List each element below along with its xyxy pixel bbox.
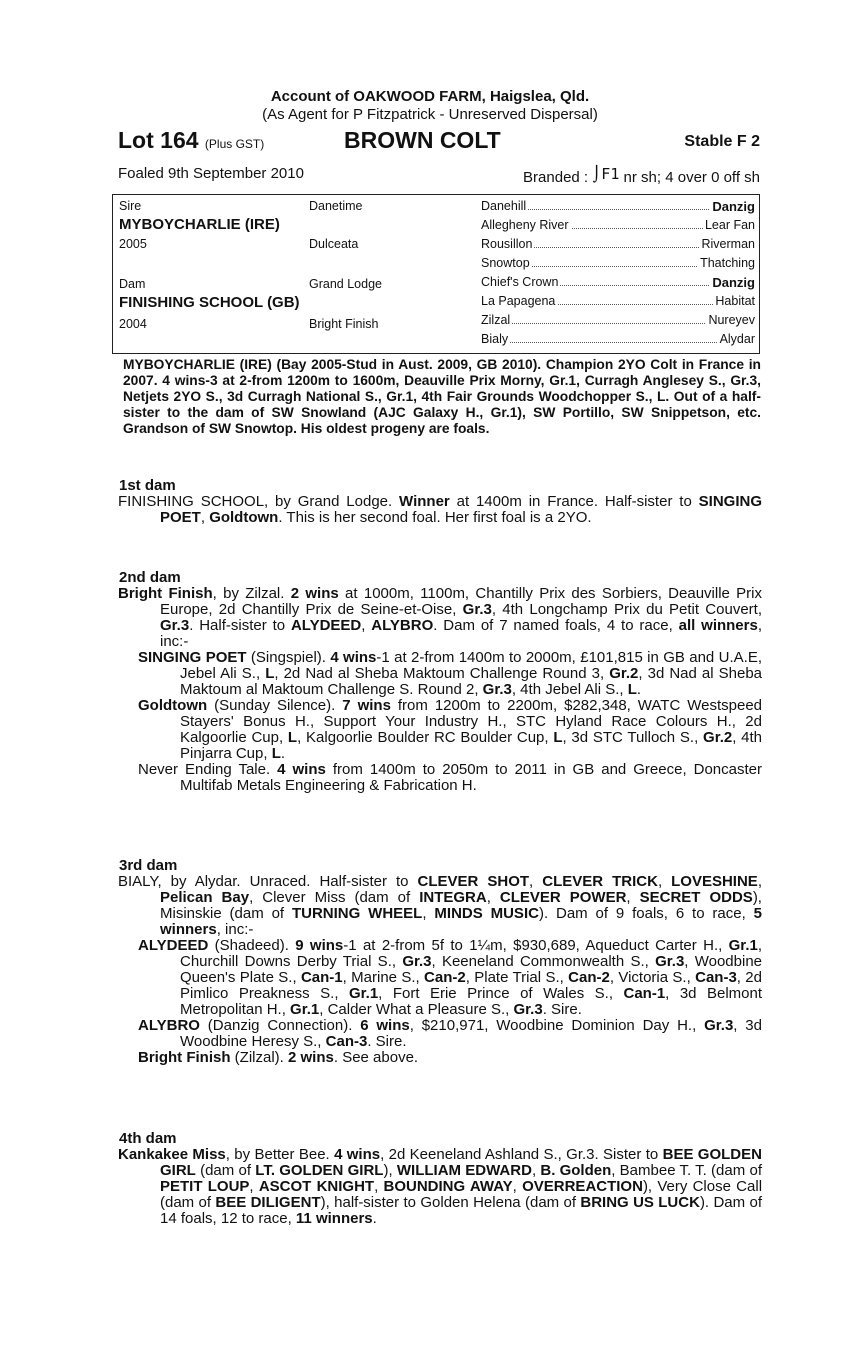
dam-label: Dam — [119, 277, 146, 291]
ancestor-name: Zilzal — [481, 313, 511, 327]
pedigree-table — [112, 194, 760, 354]
sire-name: MYBOYCHARLIE (IRE) — [119, 216, 280, 233]
dam-sire: Grand Lodge — [309, 277, 382, 291]
pedigree-ancestor-row — [481, 237, 755, 254]
first-dam-text: FINISHING SCHOOL, by Grand Lodge. Winner at 1400m in France. Half-sister to SINGING POET, Goldtown. This is her second foal. Her first foal is a 2YO. — [118, 493, 762, 526]
ancestor-sire: Nureyev — [708, 313, 755, 327]
ancestor-sire: Alydar — [719, 332, 755, 346]
vendor-agent-note: (As Agent for P Fitzpatrick - Unreserved Dispersal) — [262, 106, 598, 123]
ancestor-name: Snowtop — [481, 256, 530, 270]
sire-year: 2005 — [119, 237, 147, 251]
ancestor-name: Chief's Crown — [481, 275, 559, 289]
sire-dam: Dulceata — [309, 237, 359, 251]
ancestor-sire: Thatching — [700, 256, 755, 270]
lot-header — [118, 127, 760, 161]
ancestor-name: Bialy — [481, 332, 509, 346]
pedigree-ancestor-row — [481, 218, 755, 235]
pedigree-ancestor-row — [481, 199, 755, 216]
ancestor-sire: Danzig — [712, 275, 755, 290]
pedigree-ancestor-row — [481, 275, 755, 292]
ancestor-sire: Danzig — [712, 199, 755, 214]
pedigree-ancestor-row — [481, 313, 755, 330]
lot-gst-note: (Plus GST) — [204, 137, 265, 151]
third-dam-text: BIALY, by Alydar. Unraced. Half-sister to CLEVER SHOT, CLEVER TRICK, LOVESHINE, Pelican Bay, Clever Miss (dam of INTEGRA, CLEVER POWER, SECRET ODDS), Misinskie (dam of TURNING WHEEL, MINDS MUSIC). Dam of 9 foals, 6 to race, 5 winners, inc:- ALYDEED (Shadeed). 9 wins-1 at 2-from 5f to 1¼m, $930,689, Aqueduct Carter H., Gr.1, Churchill Downs Derby Trial S., Gr.3, Keeneland Commonwealth S., Gr.3, Woodbine Queen's Plate S., Can-1, Marine S., Can-2, Plate Trial S., Can-2, Victoria S., Can-3, 2d Pimlico Preakness S., Gr.1, Fort Erie Prince of Wales S., Can-1, 3d Belmont Metropolitan H., Gr.1, Calder What a Pleasure S., Gr.3. Sire. ALYBRO (Danzig Connection). 6 wins, $210,971, Woodbine Dominion Day H., Gr.3, 3d Woodbine Heresy S., Can-3. Sire. Bright Finish (Zilzal). 2 wins. See above. — [118, 873, 763, 1066]
ancestor-name: La Papagena — [481, 294, 556, 308]
dot-leader — [481, 342, 755, 343]
ancestor-name: Danehill — [481, 199, 527, 213]
vendor-account: Account of OAKWOOD FARM, Haigslea, Qld. — [270, 88, 590, 105]
sire-label: Sire — [119, 199, 142, 213]
dam-year: 2004 — [119, 317, 147, 331]
ancestor-sire: Habitat — [715, 294, 755, 308]
ancestor-name: Rousillon — [481, 237, 533, 251]
ancestor-sire: Riverman — [701, 237, 755, 251]
third-dam-heading: 3rd dam — [119, 857, 178, 874]
ancestor-sire: Lear Fan — [704, 218, 755, 232]
ancestor-name: Allegheny River — [481, 218, 569, 232]
second-dam-heading: 2nd dam — [119, 569, 181, 586]
pedigree-ancestor-row — [481, 332, 755, 349]
lot-number: Lot 164 (Plus GST) — [118, 127, 265, 153]
stable-location: Stable F 2 — [684, 133, 760, 150]
fourth-dam-text: Kankakee Miss, by Better Bee. 4 wins, 2d Keeneland Ashland S., Gr.3. Sister to BEE GOLDEN GIRL (dam of LT. GOLDEN GIRL), WILLIAM EDWARD, B. Golden, Bambee T. T. (dam of PETIT LOUP, ASCOT KNIGHT, BOUNDING AWAY, OVERREACTION), Very Close Call (dam of BEE DILIGENT), half-sister to Golden Helena (dam of BRING US LUCK). Dam of 14 foals, 12 to race, 11 winners. — [118, 1146, 763, 1227]
foaled-date: Foaled 9th September 2010 — [118, 165, 304, 182]
second-dam-text: Bright Finish, by Zilzal. 2 wins at 1000m, 1100m, Chantilly Prix des Sorbiers, Deauville Prix Europe, 2d Chantilly Prix de Seine-et-Oise, Gr.3, 4th Longchamp Prix du Petit Couvert, Gr.3. Half-sister to ALYDEED, ALYBRO. Dam of 7 named foals, 4 to race, all winners, inc:- SINGING POET (Singspiel). 4 wins-1 at 2-from 1400m to 2000m, £101,815 in GB and U.A.E, Jebel Ali S., L, 2d Nad al Sheba Maktoum Challenge Round 3, Gr.2, 3d Nad al Sheba Maktoum al Maktoum Challenge S. Round 2, Gr.3, 4th Jebel Ali S., L. Goldtown (Sunday Silence). 7 wins from 1200m to 2200m, $282,348, WATC Westspeed Stayers' Bonus H., Support Your Industry H., STC Hyland Race Colours H., 2d Kalgoorlie Cup, L, Kalgoorlie Boulder RC Boulder Cup, L, 3d STC Tulloch S., Gr.2, 4th Pinjarra Cup, L. Never Ending Tale. 4 wins from 1400m to 2050m to 2011 in GB and Greece, Doncaster Multifab Metals Engineering & Fabrication H. — [118, 585, 763, 794]
dam-name: FINISHING SCHOOL (GB) — [119, 294, 300, 311]
sire-summary: MYBOYCHARLIE (IRE) (Bay 2005-Stud in Aust. 2009, GB 2010). Champion 2YO Colt in France in 2007. 4 wins-3 at 2-from 1200m to 1600m, Deauville Prix Morny, Gr.1, Curragh Anglesey S., Gr.3, Netjets 2YO S., 3d Curragh National S., Gr.1, 4th Fair Grounds Woodchopper S., L. Out of a half-sister to the dam of SW Snowland (AJC Galaxy H., Gr.1), SW Portillo, SW Snippetson, etc. Grandson of SW Snowtop. His oldest progeny are foals. — [123, 357, 761, 436]
first-dam-heading: 1st dam — [119, 477, 176, 494]
brand-description: Branded : ⌡F1 nr sh; 4 over 0 off sh — [523, 165, 760, 186]
fourth-dam-heading: 4th dam — [119, 1130, 177, 1147]
pedigree-ancestor-row — [481, 294, 755, 311]
brand-mark-icon: ⌡F1 — [592, 165, 620, 183]
sire-sire: Danetime — [309, 199, 363, 213]
pedigree-ancestor-row — [481, 256, 755, 273]
lot-title: BROWN COLT — [344, 127, 501, 153]
dam-dam: Bright Finish — [309, 317, 379, 331]
